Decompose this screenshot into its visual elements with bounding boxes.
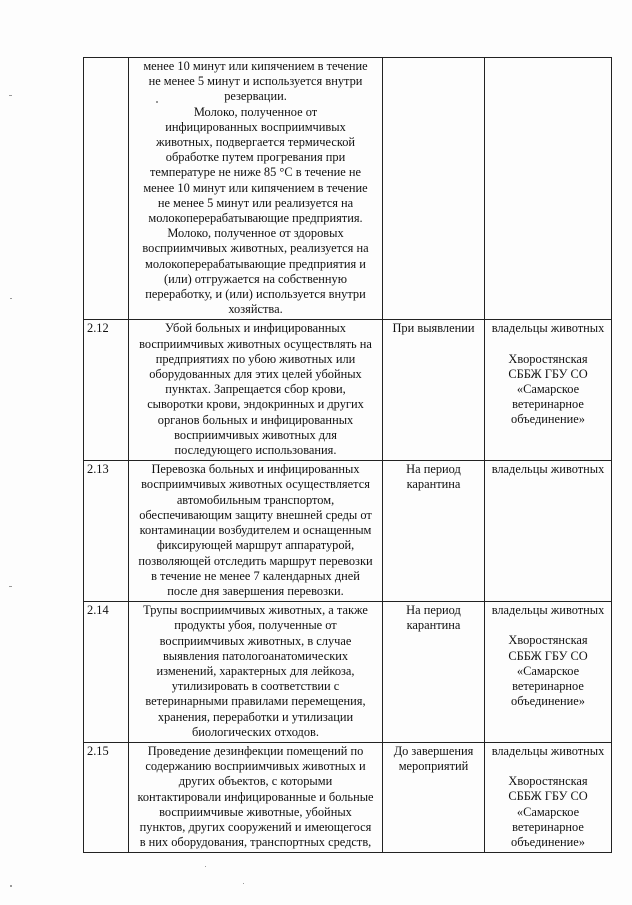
responsible-gap xyxy=(488,618,608,633)
table-row xyxy=(84,461,612,602)
responsible-main: владельцы животных xyxy=(491,603,605,618)
scan-speck xyxy=(243,883,244,884)
scan-speck xyxy=(156,101,158,103)
responsible-extra: Хворостянская СББЖ ГБУ СО «Самарское ветеринарное объединение» xyxy=(508,351,588,427)
measure-term xyxy=(383,58,485,320)
table-row xyxy=(84,602,612,743)
table-row xyxy=(84,58,612,320)
measures-table-body xyxy=(84,58,612,853)
scan-edge-mark xyxy=(9,586,12,587)
measures-table xyxy=(83,57,612,853)
measure-description: Проведение дезинфекции помещений по содержанию восприимчивых животных и других объектов, с которыми контактировали инфицированные и больные восприимчивые животные, убойных пунктов, других сооружений и имеющегося в них оборудования, транспортных средств, xyxy=(129,742,383,852)
responsible-extra: Хворостянская СББЖ ГБУ СО «Самарское ветеринарное объединение» xyxy=(508,633,588,709)
responsible-gap xyxy=(488,337,608,352)
responsible-gap xyxy=(488,759,608,774)
scan-edge-mark xyxy=(10,298,12,299)
measure-description: Трупы восприимчивых животных, а также продукты убоя, полученные от восприимчивых животных, в случае выявления патологоанатомических изменений, характерных для лейкоза, утилизировать в соответствии с ветеринарными правилами перемещения, хранения, переработки и утилизации биологических отходов. xyxy=(129,602,383,743)
item-number: 2.13 xyxy=(84,461,129,602)
scan-edge-mark xyxy=(9,95,12,96)
measure-description: Перевозка больных и инфицированных восприимчивых животных осуществляется автомобильным транспортом, обеспечивающим защиту внешней среды от контаминации возбудителем и оснащенным фиксирующей маршрут аппаратурой, позволяющей отследить маршрут перевозки в течение не менее 7 календарных дней после дня завершения перевозки. xyxy=(129,461,383,602)
responsible-extra: Хворостянская СББЖ ГБУ СО «Самарское ветеринарное объединение» xyxy=(508,774,588,849)
measure-term: До завершения мероприятий xyxy=(383,742,485,852)
responsible-main: владельцы животных xyxy=(491,743,605,758)
scan-speck xyxy=(205,866,206,867)
responsible-parties xyxy=(485,320,612,461)
table-row xyxy=(84,742,612,852)
responsible-parties xyxy=(485,461,612,602)
measure-term: При выявлении xyxy=(383,320,485,461)
table-row xyxy=(84,320,612,461)
responsible-main: владельцы животных xyxy=(491,462,605,477)
responsible-main: владельцы животных xyxy=(491,321,605,336)
responsible-parties xyxy=(485,58,612,320)
measure-description: менее 10 минут или кипячением в течение не менее 5 минут и используется внутри резервации. Молоко, полученное от инфицированных восприимчивых животных, подвергается термической обработке путем прогревания при температуре не ниже 85 °С в течение не менее 10 минут или кипячением в течение не менее 5 минут или реализуется на молокоперерабатывающие предприятия. Молоко, полученное от здоровых восприимчивых животных, реализуется на молокоперерабатывающие предприятия и (или) отгружается на собственную переработку, и (или) используется внутри хозяйства. xyxy=(129,58,383,320)
scan-edge-mark xyxy=(10,885,12,887)
item-number xyxy=(84,58,129,320)
responsible-parties xyxy=(485,742,612,852)
item-number: 2.15 xyxy=(84,742,129,852)
responsible-parties xyxy=(485,602,612,743)
measure-description: Убой больных и инфицированных восприимчивых животных осуществлять на предприятиях по убою животных или оборудованных для этих целей убойных пунктах. Запрещается сбор крови, сыворотки крови, эндокринных и других органов больных и инфицированных восприимчивых животных для последующего использования. xyxy=(129,320,383,461)
measure-term: На период карантина xyxy=(383,461,485,602)
item-number: 2.12 xyxy=(84,320,129,461)
measure-term: На период карантина xyxy=(383,602,485,743)
item-number: 2.14 xyxy=(84,602,129,743)
